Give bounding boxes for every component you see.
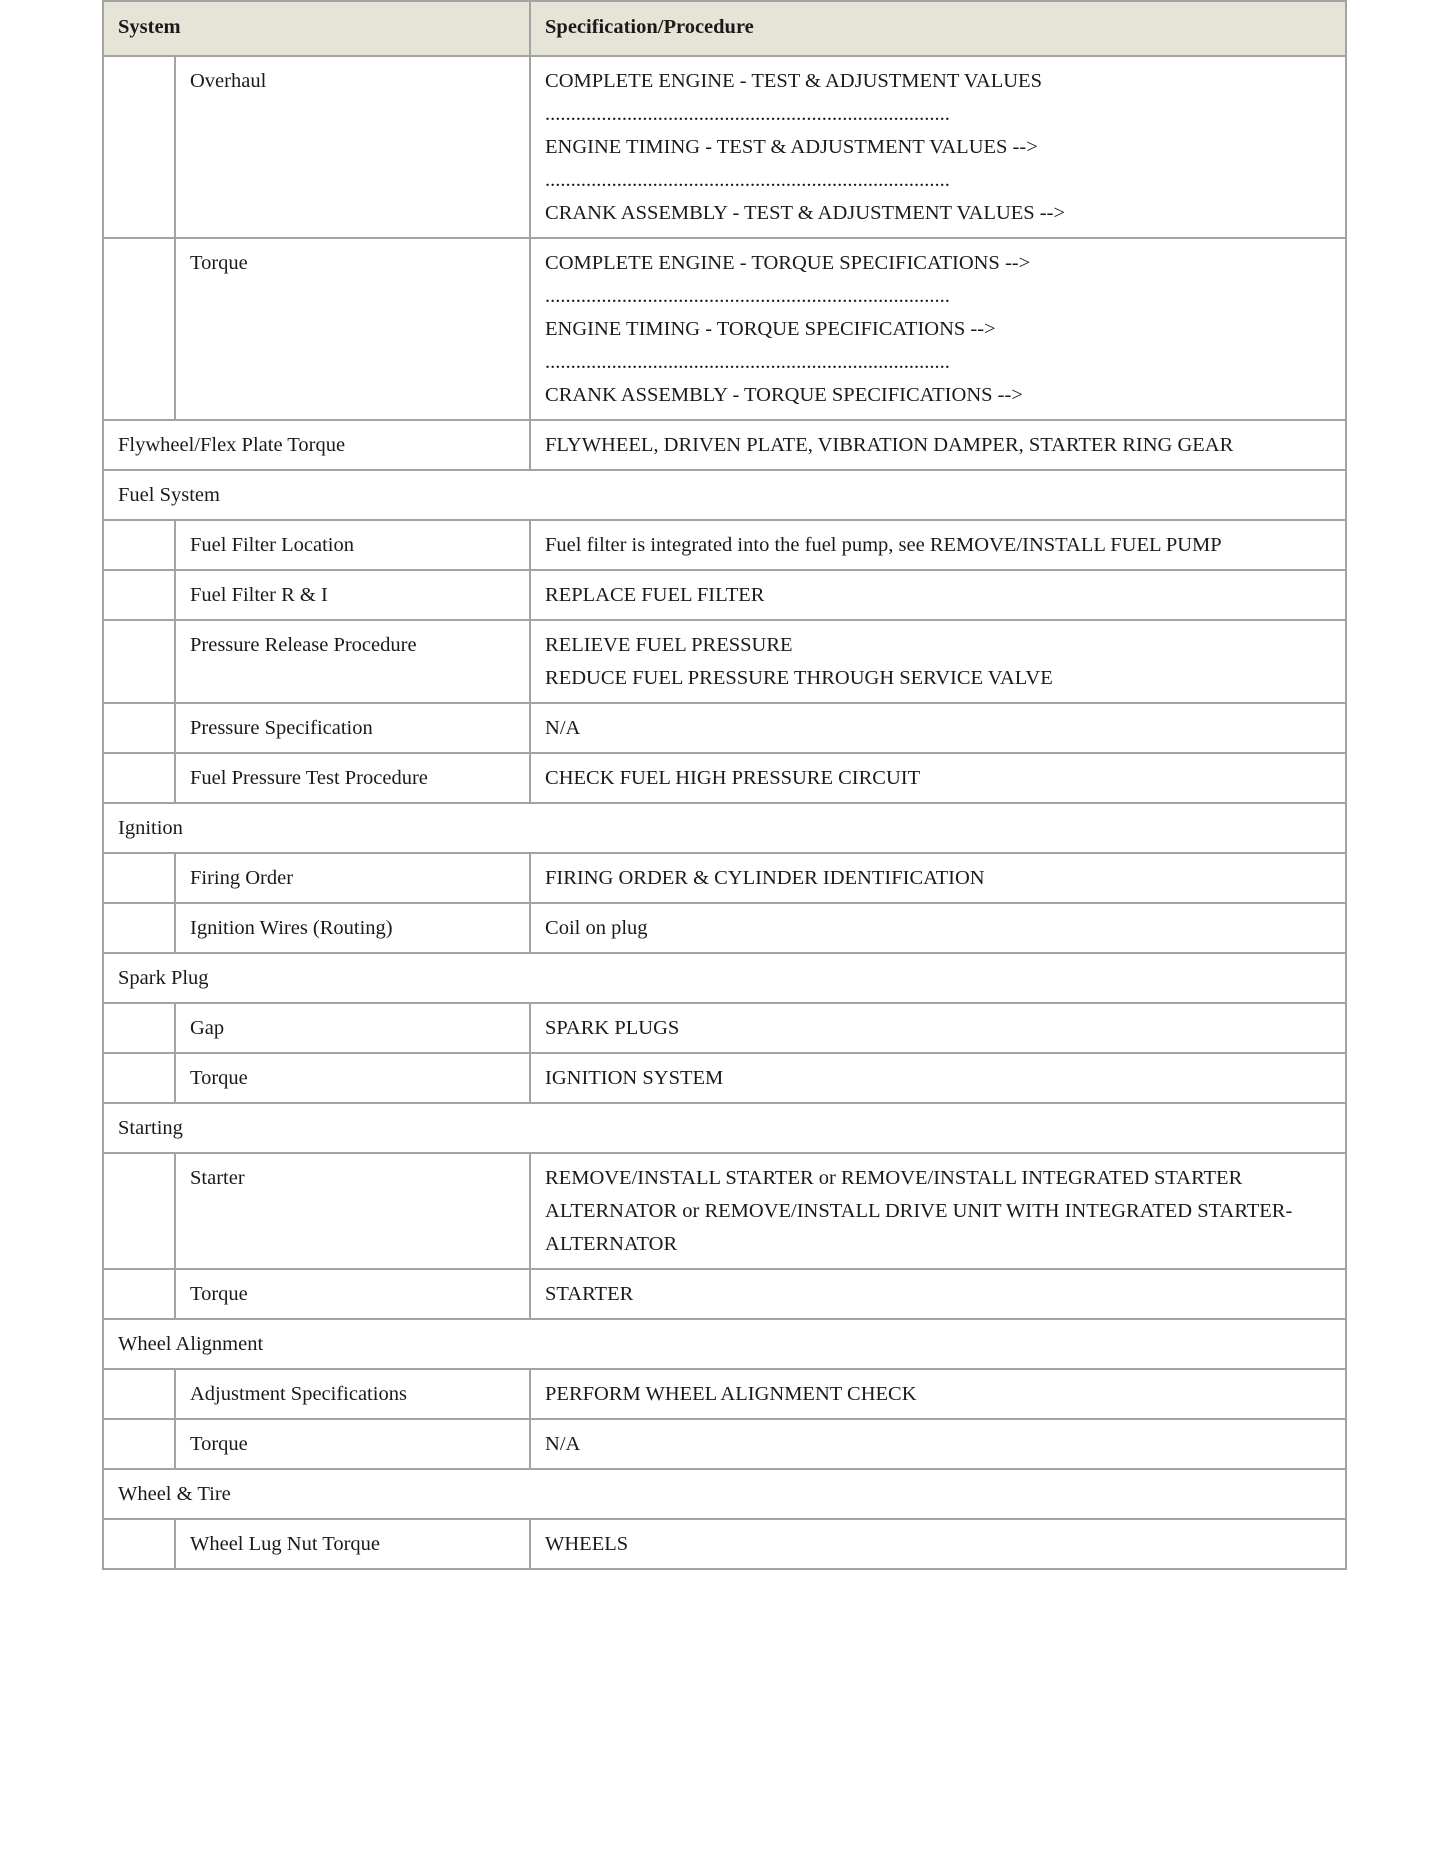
specification-cell: [530, 1419, 1346, 1469]
specification-line: PERFORM WHEEL ALIGNMENT CHECK: [545, 1383, 917, 1405]
specification-line: ENGINE TIMING - TORQUE SPECIFICATIONS -->: [545, 318, 996, 340]
indent-cell: [103, 1519, 175, 1569]
table-row: [103, 1153, 1346, 1269]
indent-cell: [103, 1369, 175, 1419]
system-label: Pressure Specification: [175, 703, 530, 753]
specification-cell: [530, 520, 1346, 570]
table-row: [103, 570, 1346, 620]
indent-cell: [103, 1053, 175, 1103]
system-label: Overhaul: [175, 56, 530, 238]
specification-cell: [530, 1519, 1346, 1569]
table-row: [103, 1269, 1346, 1319]
specification-cell: [530, 1053, 1346, 1103]
table-row: [103, 238, 1346, 420]
indent-cell: [103, 620, 175, 703]
section-label: Wheel & Tire: [103, 1469, 1346, 1519]
system-label: Torque: [175, 1053, 530, 1103]
table-body: [103, 56, 1346, 1569]
section-row: [103, 1103, 1346, 1153]
spec-table: [102, 0, 1347, 1570]
system-label: Fuel Filter R & I: [175, 570, 530, 620]
table-row: [103, 1419, 1346, 1469]
specification-line: Coil on plug: [545, 917, 648, 939]
specification-line: N/A: [545, 717, 581, 739]
header-specification: Specification/Procedure: [530, 1, 1346, 56]
table-row: [103, 753, 1346, 803]
specification-cell: [530, 420, 1346, 470]
system-label: Torque: [175, 1269, 530, 1319]
table-row: [103, 520, 1346, 570]
indent-cell: [103, 1003, 175, 1053]
specification-line: ...............................................................................: [545, 169, 950, 191]
table-row: [103, 56, 1346, 238]
system-label: Starter: [175, 1153, 530, 1269]
section-row: [103, 803, 1346, 853]
table-row: [103, 1003, 1346, 1053]
system-label: Fuel Pressure Test Procedure: [175, 753, 530, 803]
specification-line: ...............................................................................: [545, 103, 950, 125]
table-row: [103, 620, 1346, 703]
specification-line: CRANK ASSEMBLY - TEST & ADJUSTMENT VALUES -->: [545, 202, 1066, 224]
specification-line: ...............................................................................: [545, 351, 950, 373]
specification-cell: [530, 703, 1346, 753]
table-row: [103, 1519, 1346, 1569]
section-label: Ignition: [103, 803, 1346, 853]
system-label: Ignition Wires (Routing): [175, 903, 530, 953]
specification-cell: [530, 853, 1346, 903]
table-row: [103, 1053, 1346, 1103]
specification-line: CHECK FUEL HIGH PRESSURE CIRCUIT: [545, 767, 921, 789]
specification-cell: [530, 238, 1346, 420]
specification-line: CRANK ASSEMBLY - TORQUE SPECIFICATIONS -->: [545, 384, 1023, 406]
specification-line: FIRING ORDER & CYLINDER IDENTIFICATION: [545, 867, 985, 889]
specification-line: WHEELS: [545, 1533, 629, 1555]
section-label: Wheel Alignment: [103, 1319, 1346, 1369]
specification-cell: [530, 1153, 1346, 1269]
section-row: [103, 1319, 1346, 1369]
specification-line: REMOVE/INSTALL STARTER or REMOVE/INSTALL INTEGRATED STARTER ALTERNATOR or REMOVE/INSTALL DRIVE UNIT WITH INTEGRATED STARTER-ALTERNATOR: [545, 1167, 1293, 1255]
system-label: Gap: [175, 1003, 530, 1053]
header-row: [103, 1, 1346, 56]
section-label: Fuel System: [103, 470, 1346, 520]
system-label: Adjustment Specifications: [175, 1369, 530, 1419]
table-row: [103, 703, 1346, 753]
indent-cell: [103, 1269, 175, 1319]
specification-line: ...............................................................................: [545, 285, 950, 307]
indent-cell: [103, 570, 175, 620]
indent-cell: [103, 520, 175, 570]
section-label: Starting: [103, 1103, 1346, 1153]
table-row: [103, 1369, 1346, 1419]
specification-cell: [530, 903, 1346, 953]
indent-cell: [103, 1419, 175, 1469]
specification-cell: [530, 620, 1346, 703]
specification-line: Fuel filter is integrated into the fuel pump, see REMOVE/INSTALL FUEL PUMP: [545, 534, 1222, 556]
specification-cell: [530, 753, 1346, 803]
system-label: Wheel Lug Nut Torque: [175, 1519, 530, 1569]
specification-line: SPARK PLUGS: [545, 1017, 680, 1039]
indent-cell: [103, 853, 175, 903]
section-row: [103, 1469, 1346, 1519]
specification-line: REPLACE FUEL FILTER: [545, 584, 765, 606]
indent-cell: [103, 753, 175, 803]
system-row: [103, 420, 1346, 470]
table-row: [103, 903, 1346, 953]
specification-cell: [530, 1369, 1346, 1419]
table-row: [103, 853, 1346, 903]
specification-cell: [530, 1003, 1346, 1053]
indent-cell: [103, 903, 175, 953]
specification-line: FLYWHEEL, DRIVEN PLATE, VIBRATION DAMPER, STARTER RING GEAR: [545, 434, 1234, 456]
section-label: Spark Plug: [103, 953, 1346, 1003]
system-label: Pressure Release Procedure: [175, 620, 530, 703]
indent-cell: [103, 56, 175, 238]
system-label: Fuel Filter Location: [175, 520, 530, 570]
indent-cell: [103, 1153, 175, 1269]
indent-cell: [103, 703, 175, 753]
specification-line: COMPLETE ENGINE - TORQUE SPECIFICATIONS -->: [545, 252, 1031, 274]
section-row: [103, 953, 1346, 1003]
specification-line: ENGINE TIMING - TEST & ADJUSTMENT VALUES -->: [545, 136, 1038, 158]
system-label: Flywheel/Flex Plate Torque: [103, 420, 530, 470]
indent-cell: [103, 238, 175, 420]
specification-line: STARTER: [545, 1283, 634, 1305]
section-row: [103, 470, 1346, 520]
specification-line: COMPLETE ENGINE - TEST & ADJUSTMENT VALUES: [545, 70, 1042, 92]
specification-line: IGNITION SYSTEM: [545, 1067, 724, 1089]
system-label: Firing Order: [175, 853, 530, 903]
specification-cell: [530, 570, 1346, 620]
specification-cell: [530, 56, 1346, 238]
specification-line: RELIEVE FUEL PRESSURE: [545, 634, 793, 656]
specification-line: N/A: [545, 1433, 581, 1455]
system-label: Torque: [175, 238, 530, 420]
specification-line: REDUCE FUEL PRESSURE THROUGH SERVICE VALVE: [545, 667, 1053, 689]
system-label: Torque: [175, 1419, 530, 1469]
specification-cell: [530, 1269, 1346, 1319]
header-system: System: [103, 1, 530, 56]
